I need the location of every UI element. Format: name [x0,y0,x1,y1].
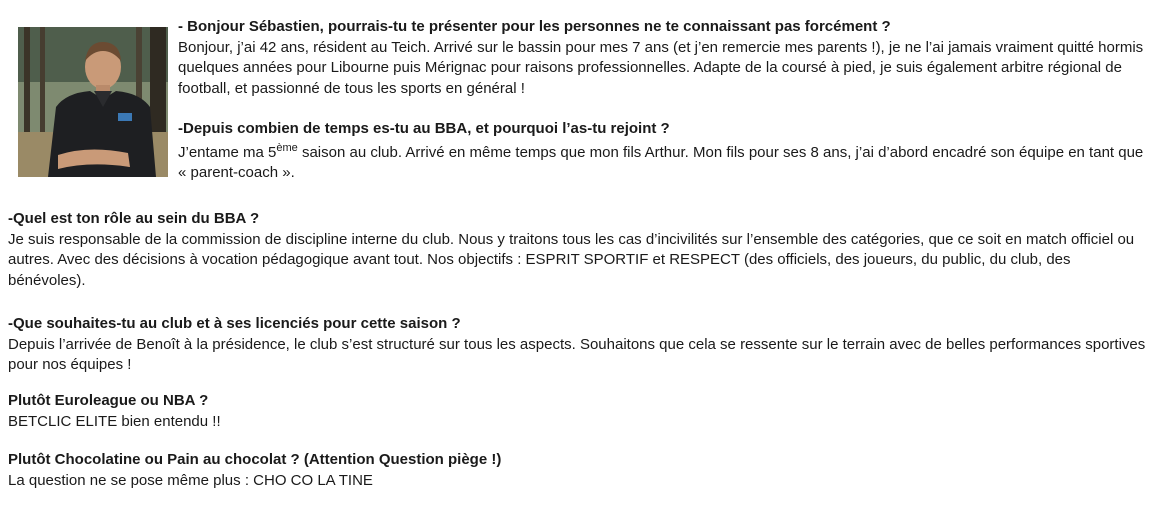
answer-6: La question ne se pose même plus : CHO CO LA TINE [8,471,373,489]
answer-4: Depuis l’arrivée de Benoît à la présidence, le club s’est structuré sur tous les aspects. Souhaitons que cela se ressente sur le terrain avec de belles performances sportives pour nos équipes ! [8,335,1146,373]
section-5 [8,391,1148,432]
answer-2-sup: ème [276,141,298,154]
question-2: -Depuis combien de temps es-tu au BBA, et pourquoi l’as-tu rejoint ? [178,120,670,137]
answer-2 [178,143,1153,184]
question-5: Plutôt Euroleague ou NBA ? [8,392,209,409]
question-4: -Que souhaites-tu au club et à ses licenciés pour cette saison ? [8,315,461,332]
section-4 [8,314,1148,376]
question-6: Plutôt Chocolatine ou Pain au chocolat ? (Attention Question piège !) [8,451,502,468]
intro-block [178,17,1153,184]
section-6 [8,450,1148,491]
answer-3: Je suis responsable de la commission de discipline interne du club. Nous y traitons tous les cas d’incivilités sur l’ensemble des catégories, que ce soit en match officiel ou autres. Avec des décisions à vocation pédagogique avant tout. Nos objectifs : ESPRIT SPORTIF et RESPECT (des officiels, des joueurs, du public, du club, des bénévoles). [8,230,1135,289]
portrait-photo [18,27,168,177]
question-3: -Quel est ton rôle au sein du BBA ? [8,210,260,227]
answer-2-post: saison au club. Arrivé en même temps que mon fils Arthur. Mon fils pour ses 8 ans, j’ai d’abord encadré son équipe en tant que « parent-coach ». [178,143,1144,181]
question-1: - Bonjour Sébastien, pourrais-tu te présenter pour les personnes ne te connaissant pas forcément ? [178,18,891,35]
spacer [178,99,1153,119]
portrait-illustration [18,27,168,177]
answer-1: Bonjour, j’ai 42 ans, résident au Teich. Arrivé sur le bassin pour mes 7 ans (et j’en remercie mes parents !), je ne l’ai jamais vraiment quitté hormis quelques années pour Libourne puis Mérignac pour raisons professionnelles. Adapte de la coursé à pied, je suis également arbitre régional de football, et passionné de tous les sports en général ! [178,38,1144,97]
answer-5: BETCLIC ELITE bien entendu !! [8,412,221,430]
section-3 [8,209,1148,291]
answer-2-pre: J’entame ma 5 [178,143,277,161]
